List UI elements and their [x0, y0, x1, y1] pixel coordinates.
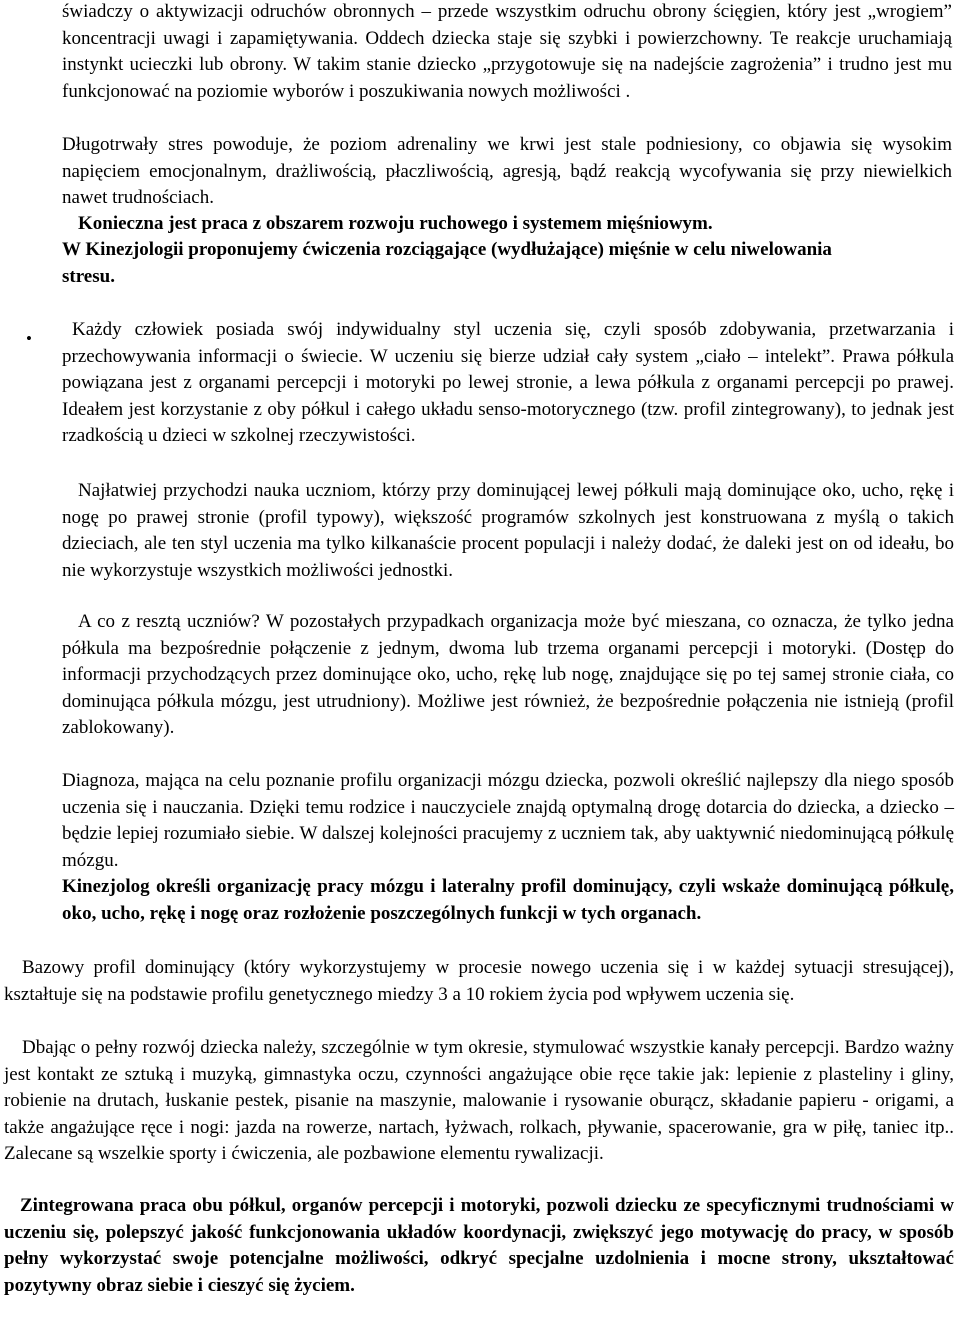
paragraph-defense-reflexes: świadczy o aktywizacji odruchów obronnych – przede wszystkim odruchu obrony ścięgien, który jest „wrogiem” koncentracji uwagi i zapamiętywania. Oddech dziecka staje się szybki i powierzchowny. Te reakcje uruchamiają instynkt ucieczki lub obrony. W takim stanie dziecko „przygotowuje się na nadejście zagrożenia” i trudno jest mu funkcjonować na poziomie wyborów i poszukiwania nowych możliwości . — [62, 1, 952, 102]
paragraph-kinesiologist-determines-bold: Kinezjolog określi organizację pracy mózgu i lateralny profil dominujący, czyli wskaże dominującą półkulę, oko, ucho, rękę i nogę oraz rozłożenie poszczególnych funkcji w tych organach. — [62, 876, 954, 924]
paragraph-full-development: Dbając o pełny rozwój dziecka należy, szczególnie w tym okresie, stymulować wszystkie kanały percepcji. Bardzo ważny jest kontakt ze sztuką i muzyką, gimnastyka oczu, czynności angażujące obie ręce takie jak: lepienie z plasteliny i gliny, robienie na drutach, łuskanie pestek, pisanie na maszynie, malowanie i rysowanie oburącz, składanie papieru - origami, a także angażujące ręce i nogi: jazda na rowerze, nartach, łyżwach, rolkach, pływanie, spacerowanie, gra w piłę, taniec itp.. Zalecane są wszelkie sporty i ćwiczenia, ale pozbawione elementu rywalizacji. — [4, 1037, 954, 1164]
paragraph-integrated-work-bold: Zintegrowana praca obu półkul, organów percepcji i motoryki, pozwoli dziecku ze specyficznymi trudnościami w uczeniu się, polepszyć jakość funkcjonowania układów koordynacji, zwiększyć jego motywację do pracy, w sposób pełny wykorzystać swoje potencjalne możliwości, odkryć specjalne uzdolnienia i mocne strony, ukształtować pozytywny obraz siebie i cieszyć się życiem. — [4, 1195, 954, 1296]
paragraph-kinesiology-exercises-bold: W Kinezjologii proponujemy ćwiczenia rozciągające (wydłużające) mięśnie w celu niwelowania stresu. — [62, 239, 832, 287]
paragraph-diagnosis: Diagnoza, mająca na celu poznanie profilu organizacji mózgu dziecka, pozwoli określić najlepszy dla niego sposób uczenia się i nauczania. Dzięki temu rodzice i nauczyciele znajdą optymalną drogę dotarcia do dziecka, a dziecko – będzie lepiej rozumiało siebie. W dalszej kolejności pracujemy z uczniem tak, aby uaktywnić niedominującą półkulę mózgu. — [62, 770, 954, 871]
paragraph-base-profile: Bazowy profil dominujący (który wykorzystujemy w procesie nowego uczenia się i w każdej sytuacji stresującej), kształtuje się na podstawie profilu genetycznego miedzy 3 a 10 rokiem życia pod wpływem uczenia się. — [4, 957, 954, 1005]
paragraph-other-students: A co z resztą uczniów? W pozostałych przypadkach organizacja może być mieszana, co oznacza, że tylko jedna półkula ma bezpośrednie połączenie z jednym, dwoma lub trzema organami percepcji i motoryki. (Dostęp do informacji przychodzących przez dominujące oko, ucho, rękę lub nogę, znajdujące się po tej samej stronie ciała, co dominująca półkula mózgu, jest utrudniony). Możliwe jest również, że bezpośrednie połączenia nie istnieją (profil zablokowany). — [62, 611, 954, 738]
paragraph-motor-development-bold: Konieczna jest praca z obszarem rozwoju ruchowego i systemem mięśniowym. — [78, 213, 713, 234]
paragraph-easiest-learning: Najłatwiej przychodzi nauka uczniom, którzy przy dominującej lewej półkuli mają dominujące oko, ucho, rękę i nogę po prawej stronie (profil typowy), większość programów szkolnych jest konstruowana z myślą o takich dzieciach, ale ten styl uczenia ma tylko kilkanaście procent populacji i należy dodać, że daleki jest on od ideału, bo nie wykorzystuje wszystkich możliwości jednostki. — [62, 480, 954, 581]
bullet-marker: • — [26, 329, 32, 348]
paragraph-long-term-stress: Długotrwały stres powoduje, że poziom adrenaliny we krwi jest stale podniesiony, co objawia się wysokim napięciem emocjonalnym, drażliwością, płaczliwością, agresją, bądź reakcją wycofywania się przy niewielkich nawet trudnościach. — [62, 134, 952, 208]
paragraph-learning-style: Każdy człowiek posiada swój indywidualny styl uczenia się, czyli sposób zdobywania, przetwarzania i przechowywania informacji o świecie. W uczeniu się bierze udział cały system „ciało – intelekt”. Prawa półkula powiązana jest z organami percepcji i motoryki po lewej stronie, a lewa półkula z organami percepcji po prawej. Ideałem jest korzystanie z oby półkul i całego układu senso-motorycznego (tzw. profil zintegrowany), to jednak jest rzadkością u dzieci w szkolnej rzeczywistości. — [62, 319, 954, 446]
